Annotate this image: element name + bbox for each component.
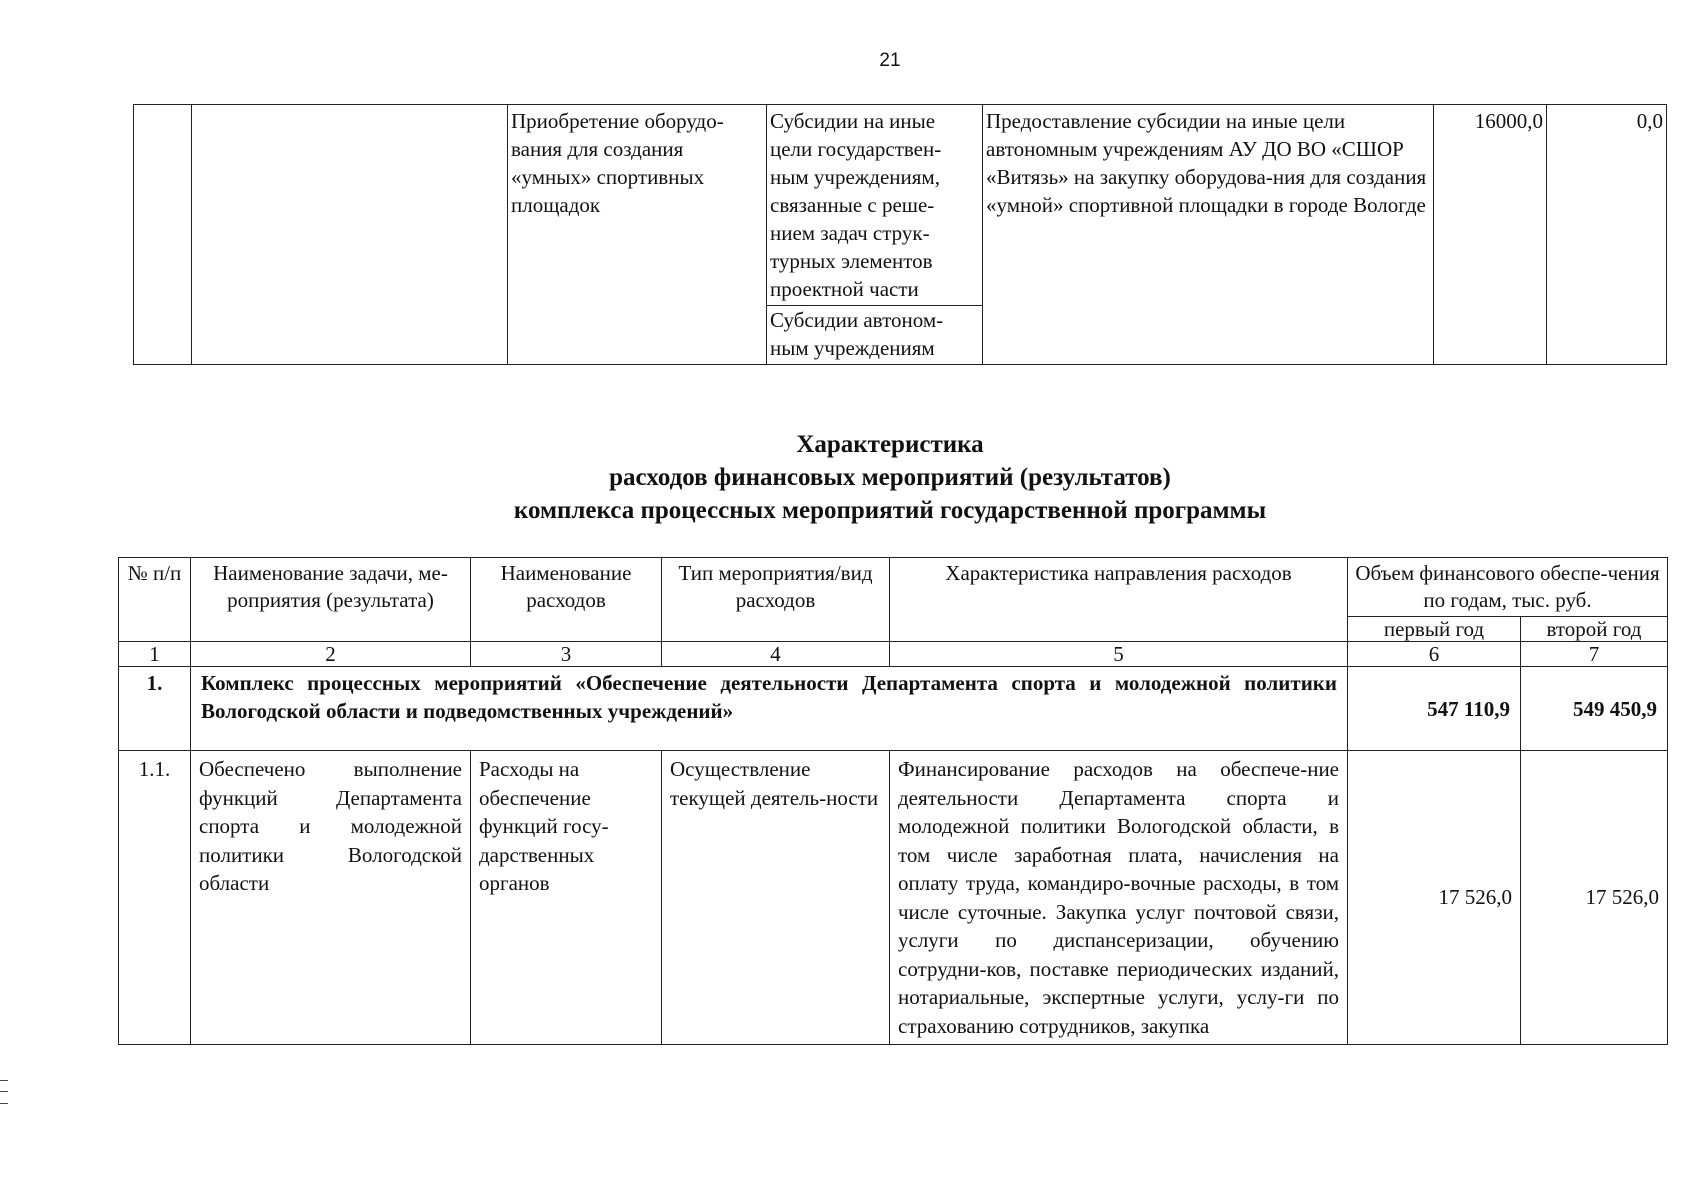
heading-line-2: расходов финансовых мероприятий (результатов) bbox=[609, 464, 1171, 491]
header-num: № п/п bbox=[119, 558, 191, 642]
row-direction: Финансирование расходов на обеспече-ние деятельности Департамента спорта и молодежной политики Вологодской области, в том числе заработная плата, начисления на оплату труда, командиро-вочные расходы, в том числе суточные. Закупка услуг почтовой связи, услуги по диспансеризации, обучению сотрудни-ков, поставке периодических изданий, нотариальные, экспертные услуги, услу-ги по страхованию сотрудников, закупка bbox=[890, 751, 1348, 1045]
header-direction: Характеристика направления расходов bbox=[890, 558, 1348, 642]
row-expense: Расходы на обеспечение функций госу-дарственных органов bbox=[471, 751, 662, 1045]
column-index-row bbox=[119, 642, 1668, 667]
section-year1: 547 110,9 bbox=[1348, 667, 1521, 751]
row-number: 1.1. bbox=[119, 751, 191, 1045]
cell-year1-value: 16000,0 bbox=[1434, 105, 1547, 365]
table-row bbox=[119, 751, 1668, 1045]
cell-task bbox=[192, 105, 508, 365]
cell-direction: Предоставление субсидии на иные цели автономным учреждениям АУ ДО ВО «СШОР «Витязь» на закупку оборудова-ния для создания «умной» спортивной площадки в городе Вологде bbox=[983, 105, 1434, 365]
row-task: Обеспечено выполнение функций Департамента спорта и молодежной политики Вологодской области bbox=[191, 751, 471, 1045]
continuation-table bbox=[133, 104, 1667, 365]
table-row bbox=[134, 105, 1667, 365]
table-header-row bbox=[119, 558, 1668, 617]
header-volume: Объем финансового обеспе-чения по годам, тыс. руб. bbox=[1348, 558, 1668, 617]
header-task: Наименование задачи, ме-роприятия (результата) bbox=[191, 558, 471, 642]
cell-number bbox=[134, 105, 192, 365]
heading-line-1: Характеристика bbox=[796, 431, 984, 458]
row-year2: 17 526,0 bbox=[1521, 751, 1668, 1045]
index-cell: 7 bbox=[1521, 642, 1668, 667]
index-cell: 3 bbox=[471, 642, 662, 667]
header-year1: первый год bbox=[1348, 617, 1521, 642]
cell-expense-type bbox=[767, 105, 983, 365]
index-cell: 1 bbox=[119, 642, 191, 667]
margin-mark bbox=[0, 1080, 8, 1104]
cell-year2-value: 0,0 bbox=[1547, 105, 1667, 365]
section-heading bbox=[0, 428, 1697, 527]
row-year1: 17 526,0 bbox=[1348, 751, 1521, 1045]
section-title: Комплекс процессных мероприятий «Обеспечение деятельности Департамента спорта и молодежной политики Вологодской области и подведомственных учреждений» bbox=[191, 667, 1348, 751]
index-cell: 5 bbox=[890, 642, 1348, 667]
expense-type-secondary: Субсидии автоном-ным учреждениям bbox=[767, 305, 982, 362]
section-row bbox=[119, 667, 1668, 751]
row-type: Осуществление текущей деятель-ности bbox=[662, 751, 890, 1045]
index-cell: 6 bbox=[1348, 642, 1521, 667]
header-year2: второй год bbox=[1521, 617, 1668, 642]
expense-type-primary: Субсидии на иные цели государствен-ным учреждениям, связанные с реше-нием задач струк-турных элементов проектной части bbox=[770, 109, 942, 301]
header-expense: Наименование расходов bbox=[471, 558, 662, 642]
index-cell: 2 bbox=[191, 642, 471, 667]
section-number: 1. bbox=[119, 667, 191, 751]
expenses-table bbox=[118, 557, 1668, 1045]
header-type: Тип мероприятия/вид расходов bbox=[662, 558, 890, 642]
heading-line-3: комплекса процессных мероприятий государственной программы bbox=[513, 497, 1267, 524]
cell-expense-name: Приобретение оборудо-вания для создания «умных» спортивных площадок bbox=[508, 105, 767, 365]
index-cell: 4 bbox=[662, 642, 890, 667]
page-number: 21 bbox=[879, 50, 901, 71]
section-year2: 549 450,9 bbox=[1521, 667, 1668, 751]
